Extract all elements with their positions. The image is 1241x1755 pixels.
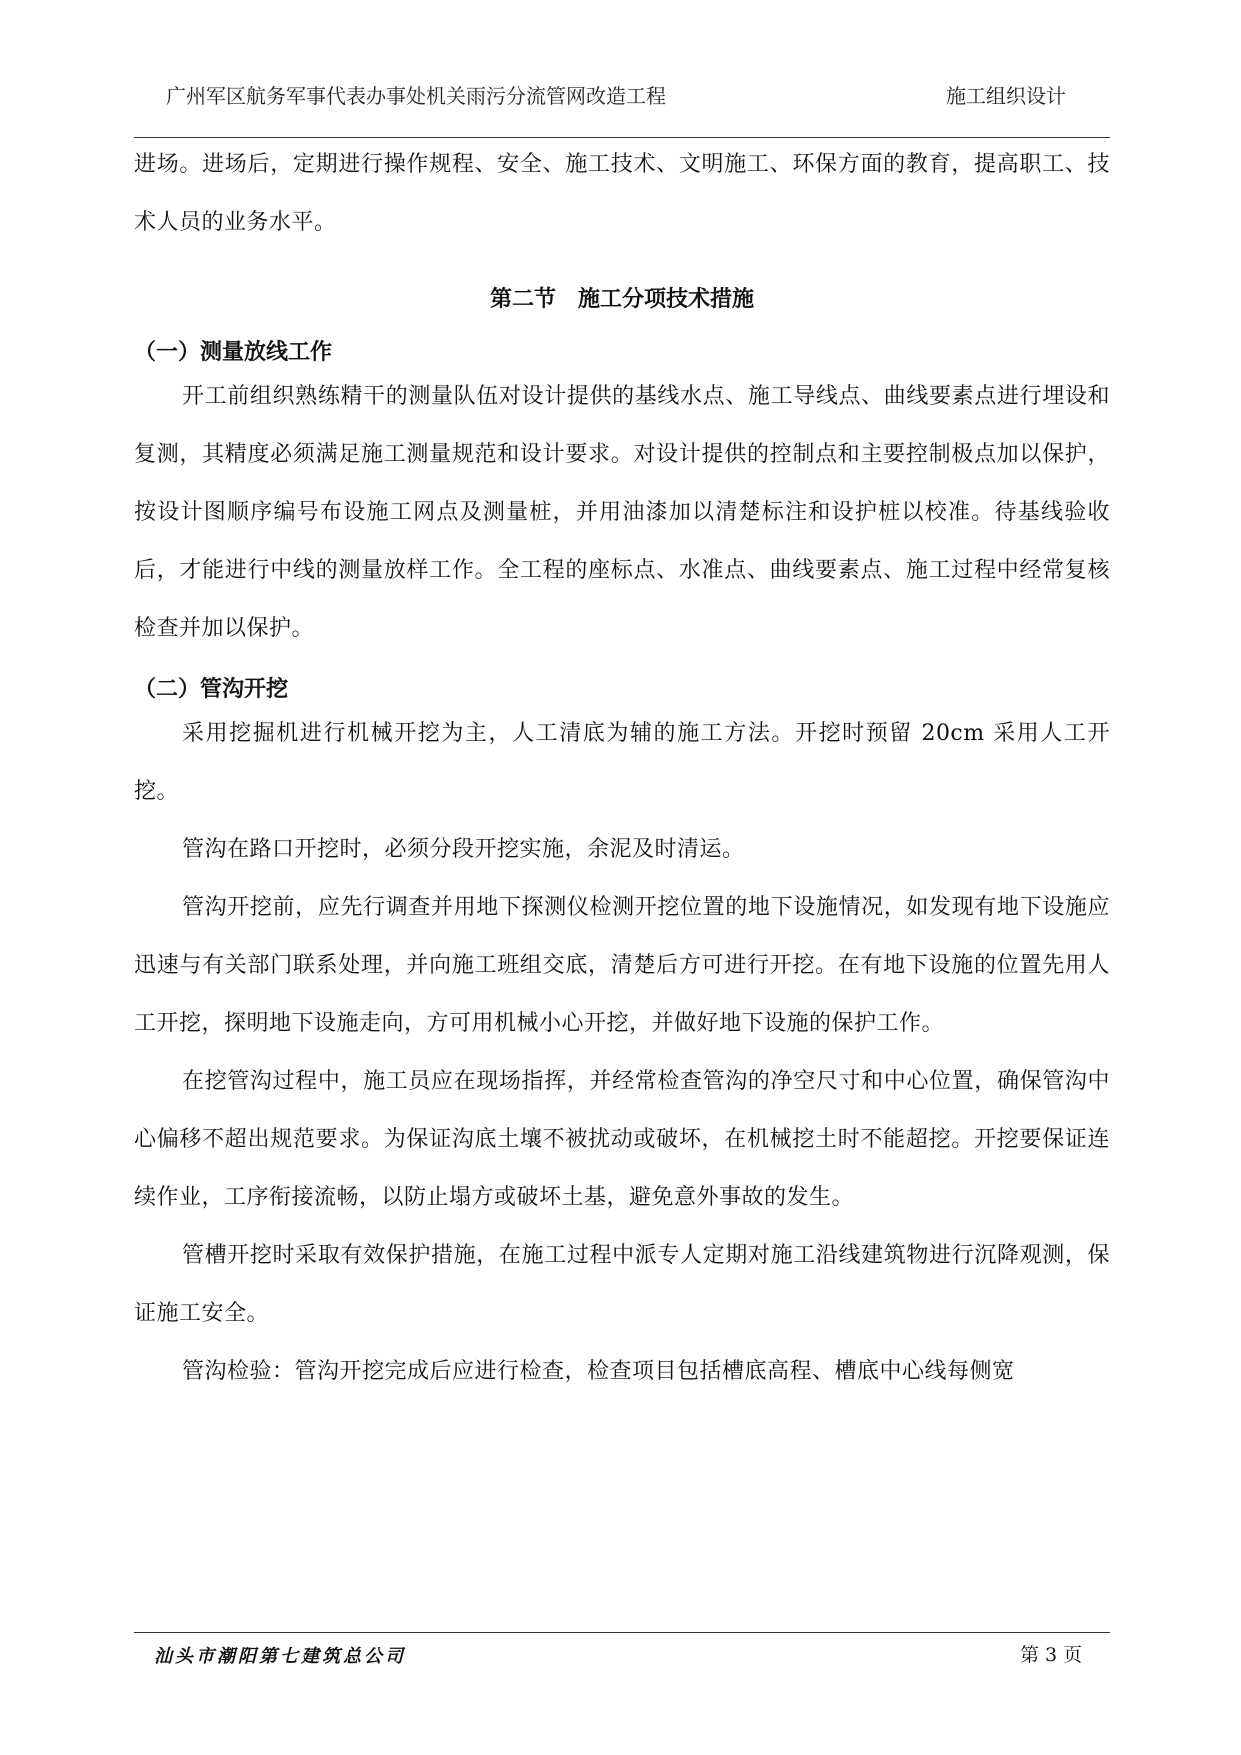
trench-paragraph-1: 采用挖掘机进行机械开挖为主，人工清底为辅的施工方法。开挖时预留 20cm 采用人工开挖。 [134,721,1110,804]
trench-paragraph-4: 在挖管沟过程中，施工员应在现场指挥，并经常检查管沟的净空尺寸和中心位置，确保管沟中心偏移不超出规范要求。为保证沟底土壤不被扰动或破坏，在机械挖土时不能超挖。开挖要保证连续作业，工序衔接流畅，以防止塌方或破坏土基，避免意外事故的发生。 [134,1069,1110,1210]
trench-paragraph-3: 管沟开挖前，应先行调查并用地下探测仪检测开挖位置的地下设施情况，如发现有地下设施应迅速与有关部门联系处理，并向施工班组交底，清楚后方可进行开挖。在有地下设施的位置先用人工开挖，探明地下设施走向，方可用机械小心开挖，并做好地下设施的保护工作。 [134,895,1110,1036]
trench-paragraph-6: 管沟检验：管沟开挖完成后应进行检查，检查项目包括槽底高程、槽底中心线每侧宽 [182,1359,1015,1384]
trench-paragraph-2: 管沟在路口开挖时，必须分段开挖实施，余泥及时清运。 [182,837,745,862]
page-body [134,136,1110,1401]
survey-paragraph: 开工前组织熟练精干的测量队伍对设计提供的基线水点、施工导线点、曲线要素点进行埋设和复测，其精度必须满足施工测量规范和设计要求。对设计提供的控制点和主要控制极点加以保护，按设计图顺序编号布设施工网点及测量桩，并用油漆加以清楚标注和设护桩以校准。待基线验收后，才能进行中线的测量放样工作。全工程的座标点、水准点、曲线要素点、施工过程中经常复核检查并加以保护。 [134,384,1110,641]
header-document-type: 施工组织设计 [946,84,1066,108]
trench-paragraph-5: 管槽开挖时采取有效保护措施，在施工过程中派专人定期对施工沿线建筑物进行沉降观测，保证施工安全。 [134,1243,1110,1326]
footer-divider [134,1632,1110,1633]
footer-page-number: 第 3 页 [1020,1644,1083,1666]
footer-company-name: 汕头市潮阳第七建筑总公司 [154,1646,406,1667]
intro-paragraph: 进场。进场后，定期进行操作规程、安全、施工技术、文明施工、环保方面的教育，提高职工、技术人员的业务水平。 [134,152,1110,235]
page-header [134,72,1110,112]
subsection-heading-survey: （一）测量放线工作 [134,340,333,365]
header-project-title: 广州军区航务军事代表办事处机关雨污分流管网改造工程 [166,84,666,108]
subsection-heading-trench: （二）管沟开挖 [134,677,289,702]
section-title: 第二节 施工分项技术措施 [489,287,754,312]
